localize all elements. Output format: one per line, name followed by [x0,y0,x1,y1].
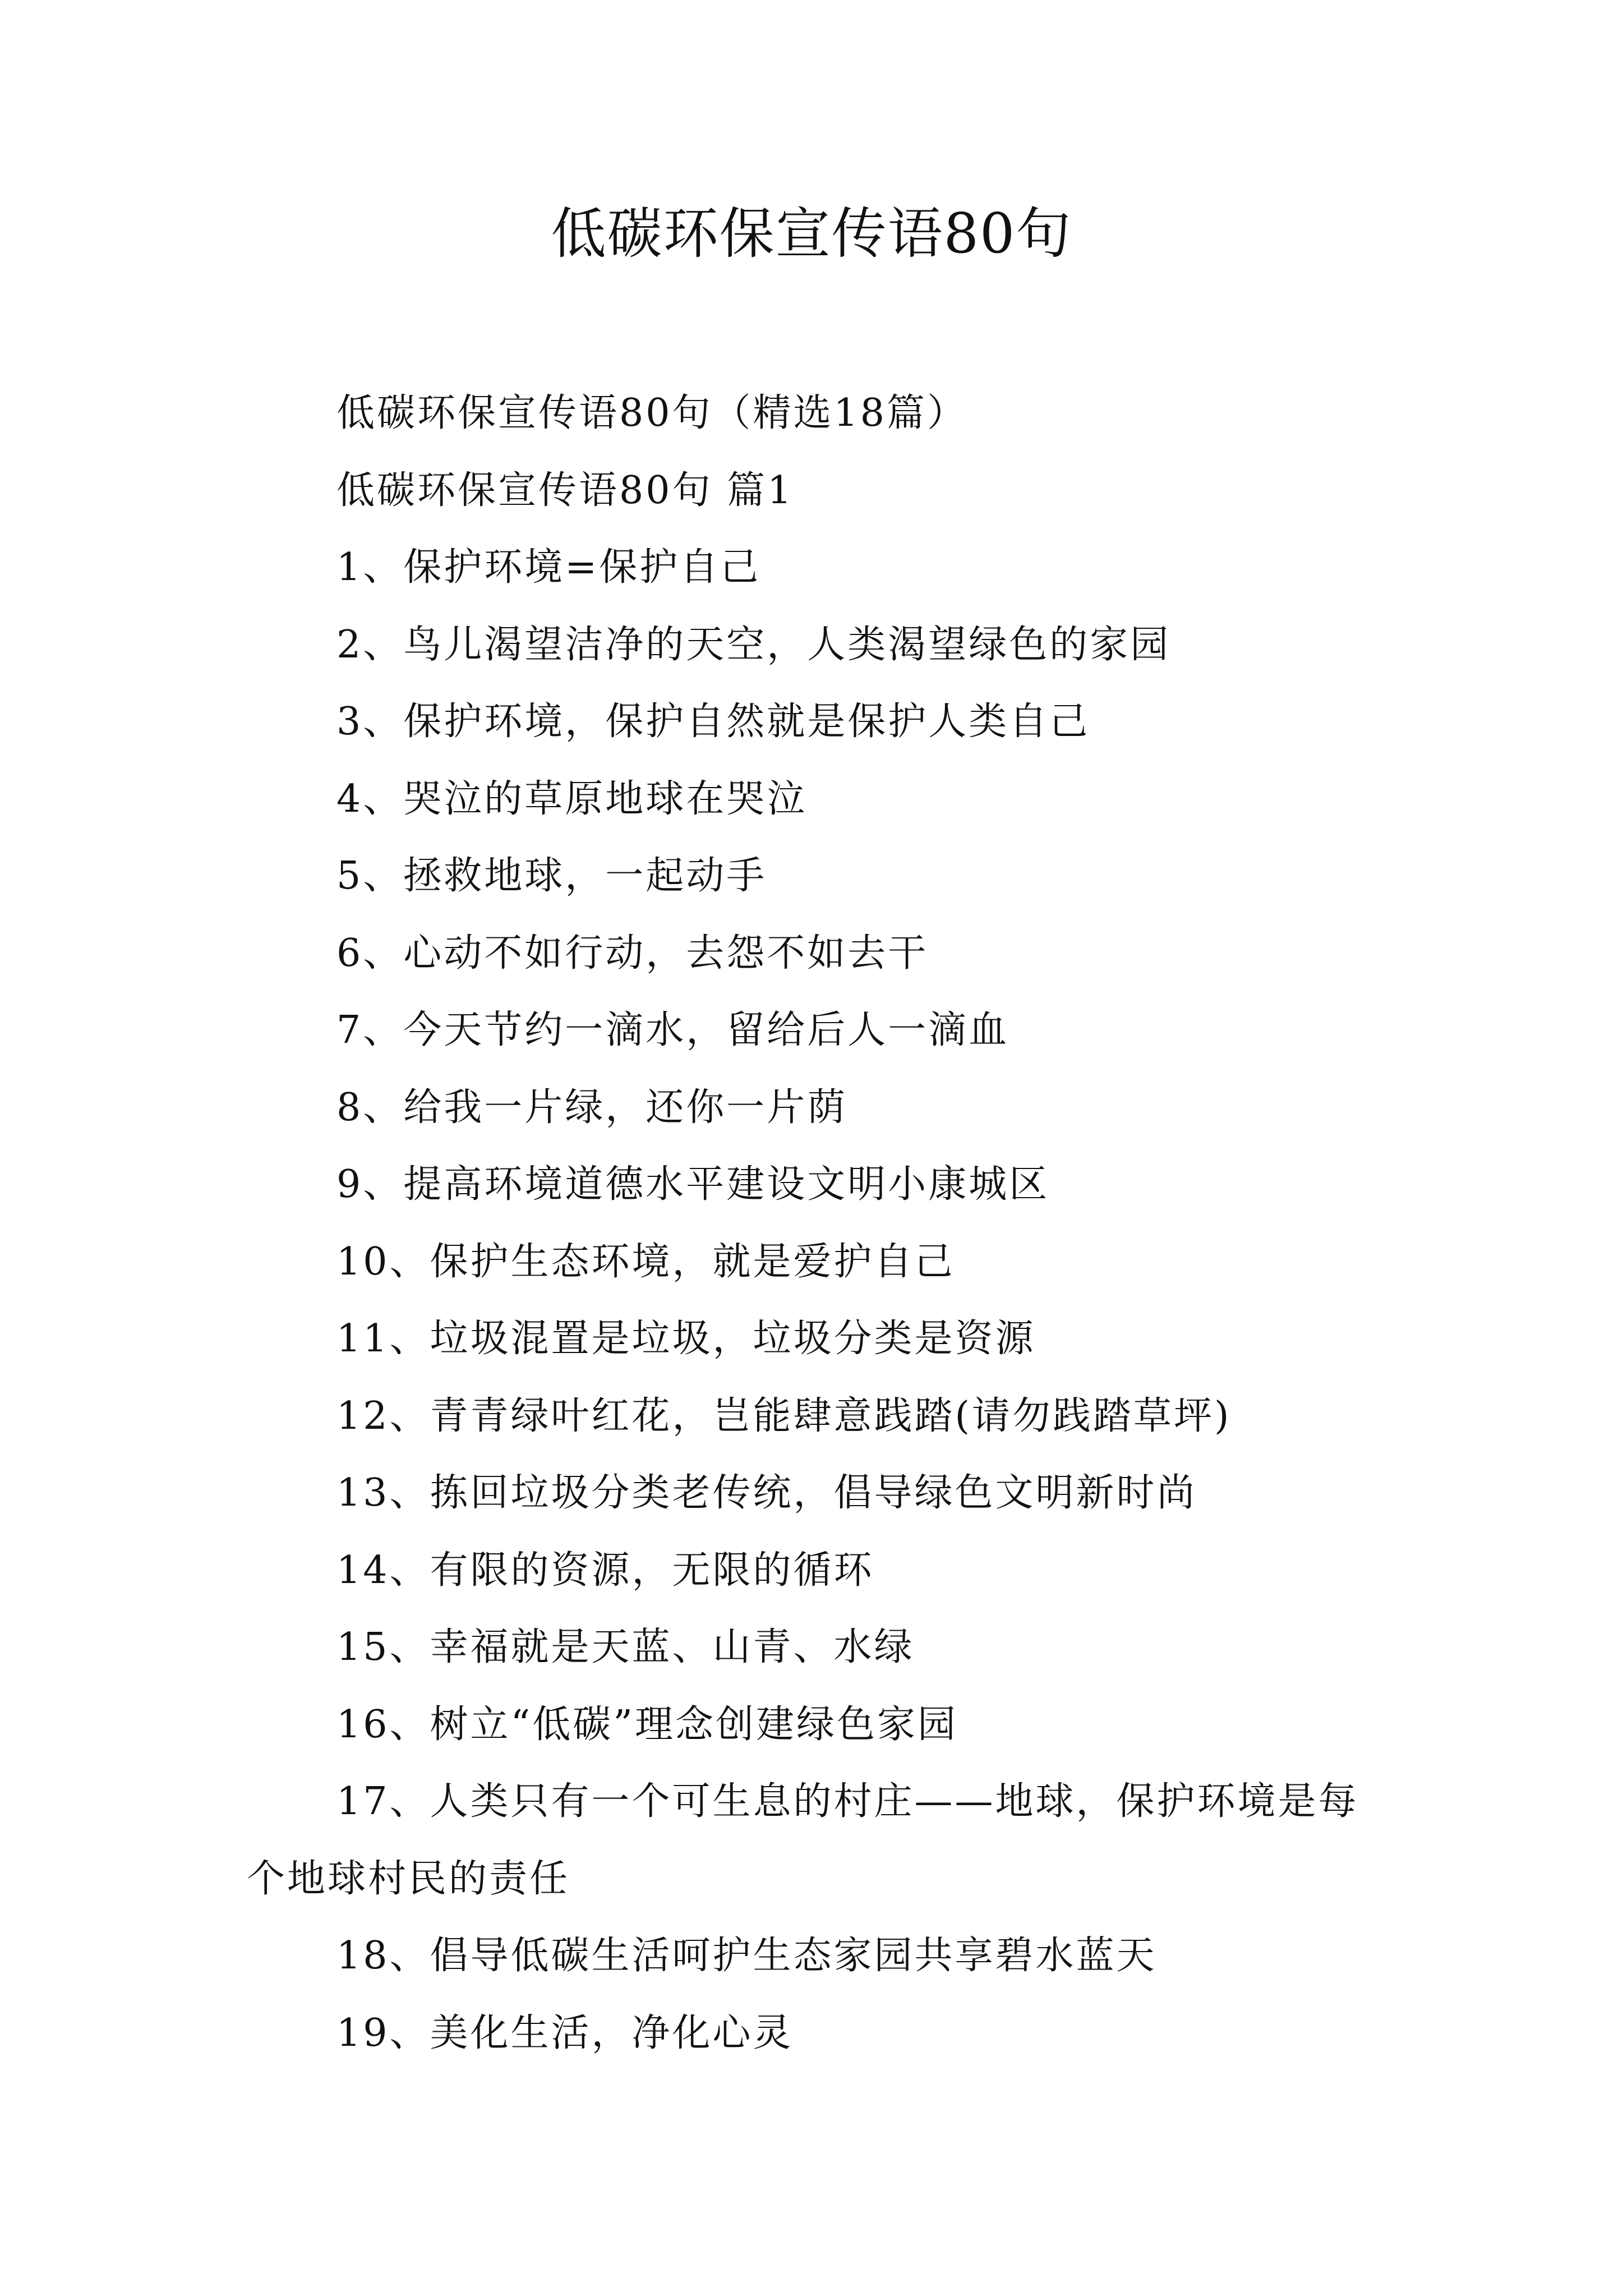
slogan-item: 17、人类只有一个可生息的村庄——地球，保护环境是每个地球村民的责任 [247,1779,1359,1901]
slogan-item: 5、拯救地球，一起动手 [336,854,767,898]
slogan-item: 18、倡导低碳生活呵护生态家园共享碧水蓝天 [336,1934,1157,1978]
slogan-item: 11、垃圾混置是垃圾，垃圾分类是资源 [336,1317,1036,1361]
slogan-item: 10、保护生态环境，就是爱护自己 [336,1239,955,1284]
slogan-item: 6、心动不如行动，去怨不如去干 [336,931,929,976]
slogan-item: 13、拣回垃圾分类老传统，倡导绿色文明新时尚 [336,1471,1197,1515]
document-title: 低碳环保宣传语80句 [551,202,1072,266]
slogan-item: 1、保护环境=保护自己 [336,545,761,590]
document-body [247,375,1391,2072]
slogan-item: 4、哭泣的草原地球在哭泣 [336,776,808,821]
slogan-item: 12、青青绿叶红花，岂能肆意践踏(请勿践踏草坪) [336,1393,1232,1438]
paragraph-section-heading: 低碳环保宣传语80句 篇1 [336,468,794,513]
slogan-item: 16、树立“低碳”理念创建绿色家园 [336,1702,958,1747]
slogan-item: 9、提高环境道德水平建设文明小康城区 [336,1162,1050,1207]
slogan-item: 14、有限的资源，无限的循环 [336,1548,874,1593]
slogan-item: 7、今天节约一滴水，留给后人一滴血 [336,1008,1009,1052]
slogan-item: 15、幸福就是天蓝、山青、水绿 [336,1625,915,1669]
slogan-item: 2、鸟儿渴望洁净的天空，人类渴望绿色的家园 [336,622,1171,667]
paragraph-subtitle: 低碳环保宣传语80句（精选18篇） [336,391,968,435]
slogan-item: 8、给我一片绿，还你一片荫 [336,1085,848,1130]
slogan-item: 3、保护环境，保护自然就是保护人类自己 [336,700,1090,744]
slogan-item: 19、美化生活，净化心灵 [336,2010,794,2055]
